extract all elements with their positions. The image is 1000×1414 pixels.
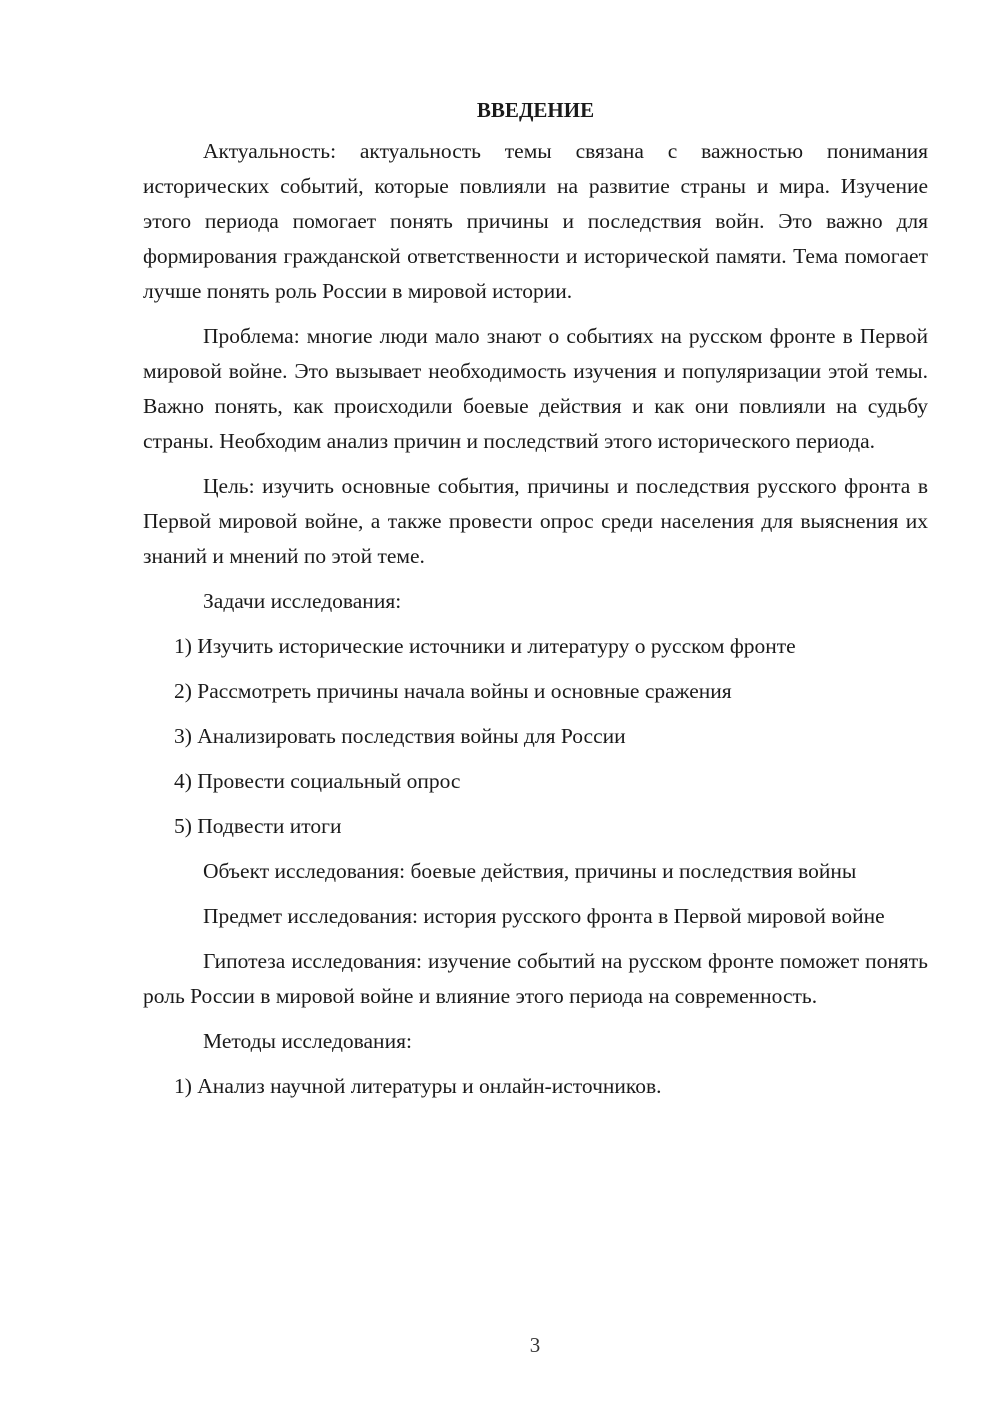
paragraph-subject: Предмет исследования: история русского фронта в Первой мировой войне (203, 904, 885, 928)
section-title: ВВЕДЕНИЕ (476, 98, 595, 122)
paragraph-hypothesis: Гипотеза исследования: изучение событий на русском фронте поможет понять роль России в мировой войне и влияние этого периода на современность. (143, 949, 928, 1008)
paragraph-goal: Цель: изучить основные события, причины и последствия русского фронта в Первой мировой войне, а также провести опрос среди населения для выяснения их знаний и мнений по этой теме. (143, 474, 928, 568)
tasks-heading: Задачи исследования: (203, 589, 402, 613)
methods-list (143, 1069, 928, 1104)
list-item: 5) Подвести итоги (174, 814, 342, 838)
list-item: 4) Провести социальный опрос (174, 769, 461, 793)
list-item: 1) Изучить исторические источники и литературу о русском фронте (174, 634, 796, 658)
list-item: 3) Анализировать последствия войны для России (174, 724, 626, 748)
tasks-list (143, 629, 928, 844)
document-page (143, 92, 928, 1114)
page-number: 3 (529, 1333, 541, 1357)
paragraph-problem: Проблема: многие люди мало знают о событиях на русском фронте в Первой мировой войне. Это вызывает необходимость изучения и популяризации этой темы. Важно понять, как происходили боевые действия и как они повлияли на судьбу страны. Необходим анализ причин и последствий этого исторического периода. (143, 324, 928, 453)
paragraph-object: Объект исследования: боевые действия, причины и последствия войны (203, 859, 857, 883)
list-item: 1) Анализ научной литературы и онлайн-источников. (174, 1074, 662, 1098)
paragraph-relevance: Актуальность: актуальность темы связана с важностью понимания исторических событий, которые повлияли на развитие страны и мира. Изучение этого периода помогает понять причины и последствия войн. Это важно для формирования гражданской ответственности и исторической памяти. Тема помогает лучше понять роль России в мировой истории. (143, 139, 928, 303)
methods-heading: Методы исследования: (203, 1029, 412, 1053)
list-item: 2) Рассмотреть причины начала войны и основные сражения (174, 679, 732, 703)
